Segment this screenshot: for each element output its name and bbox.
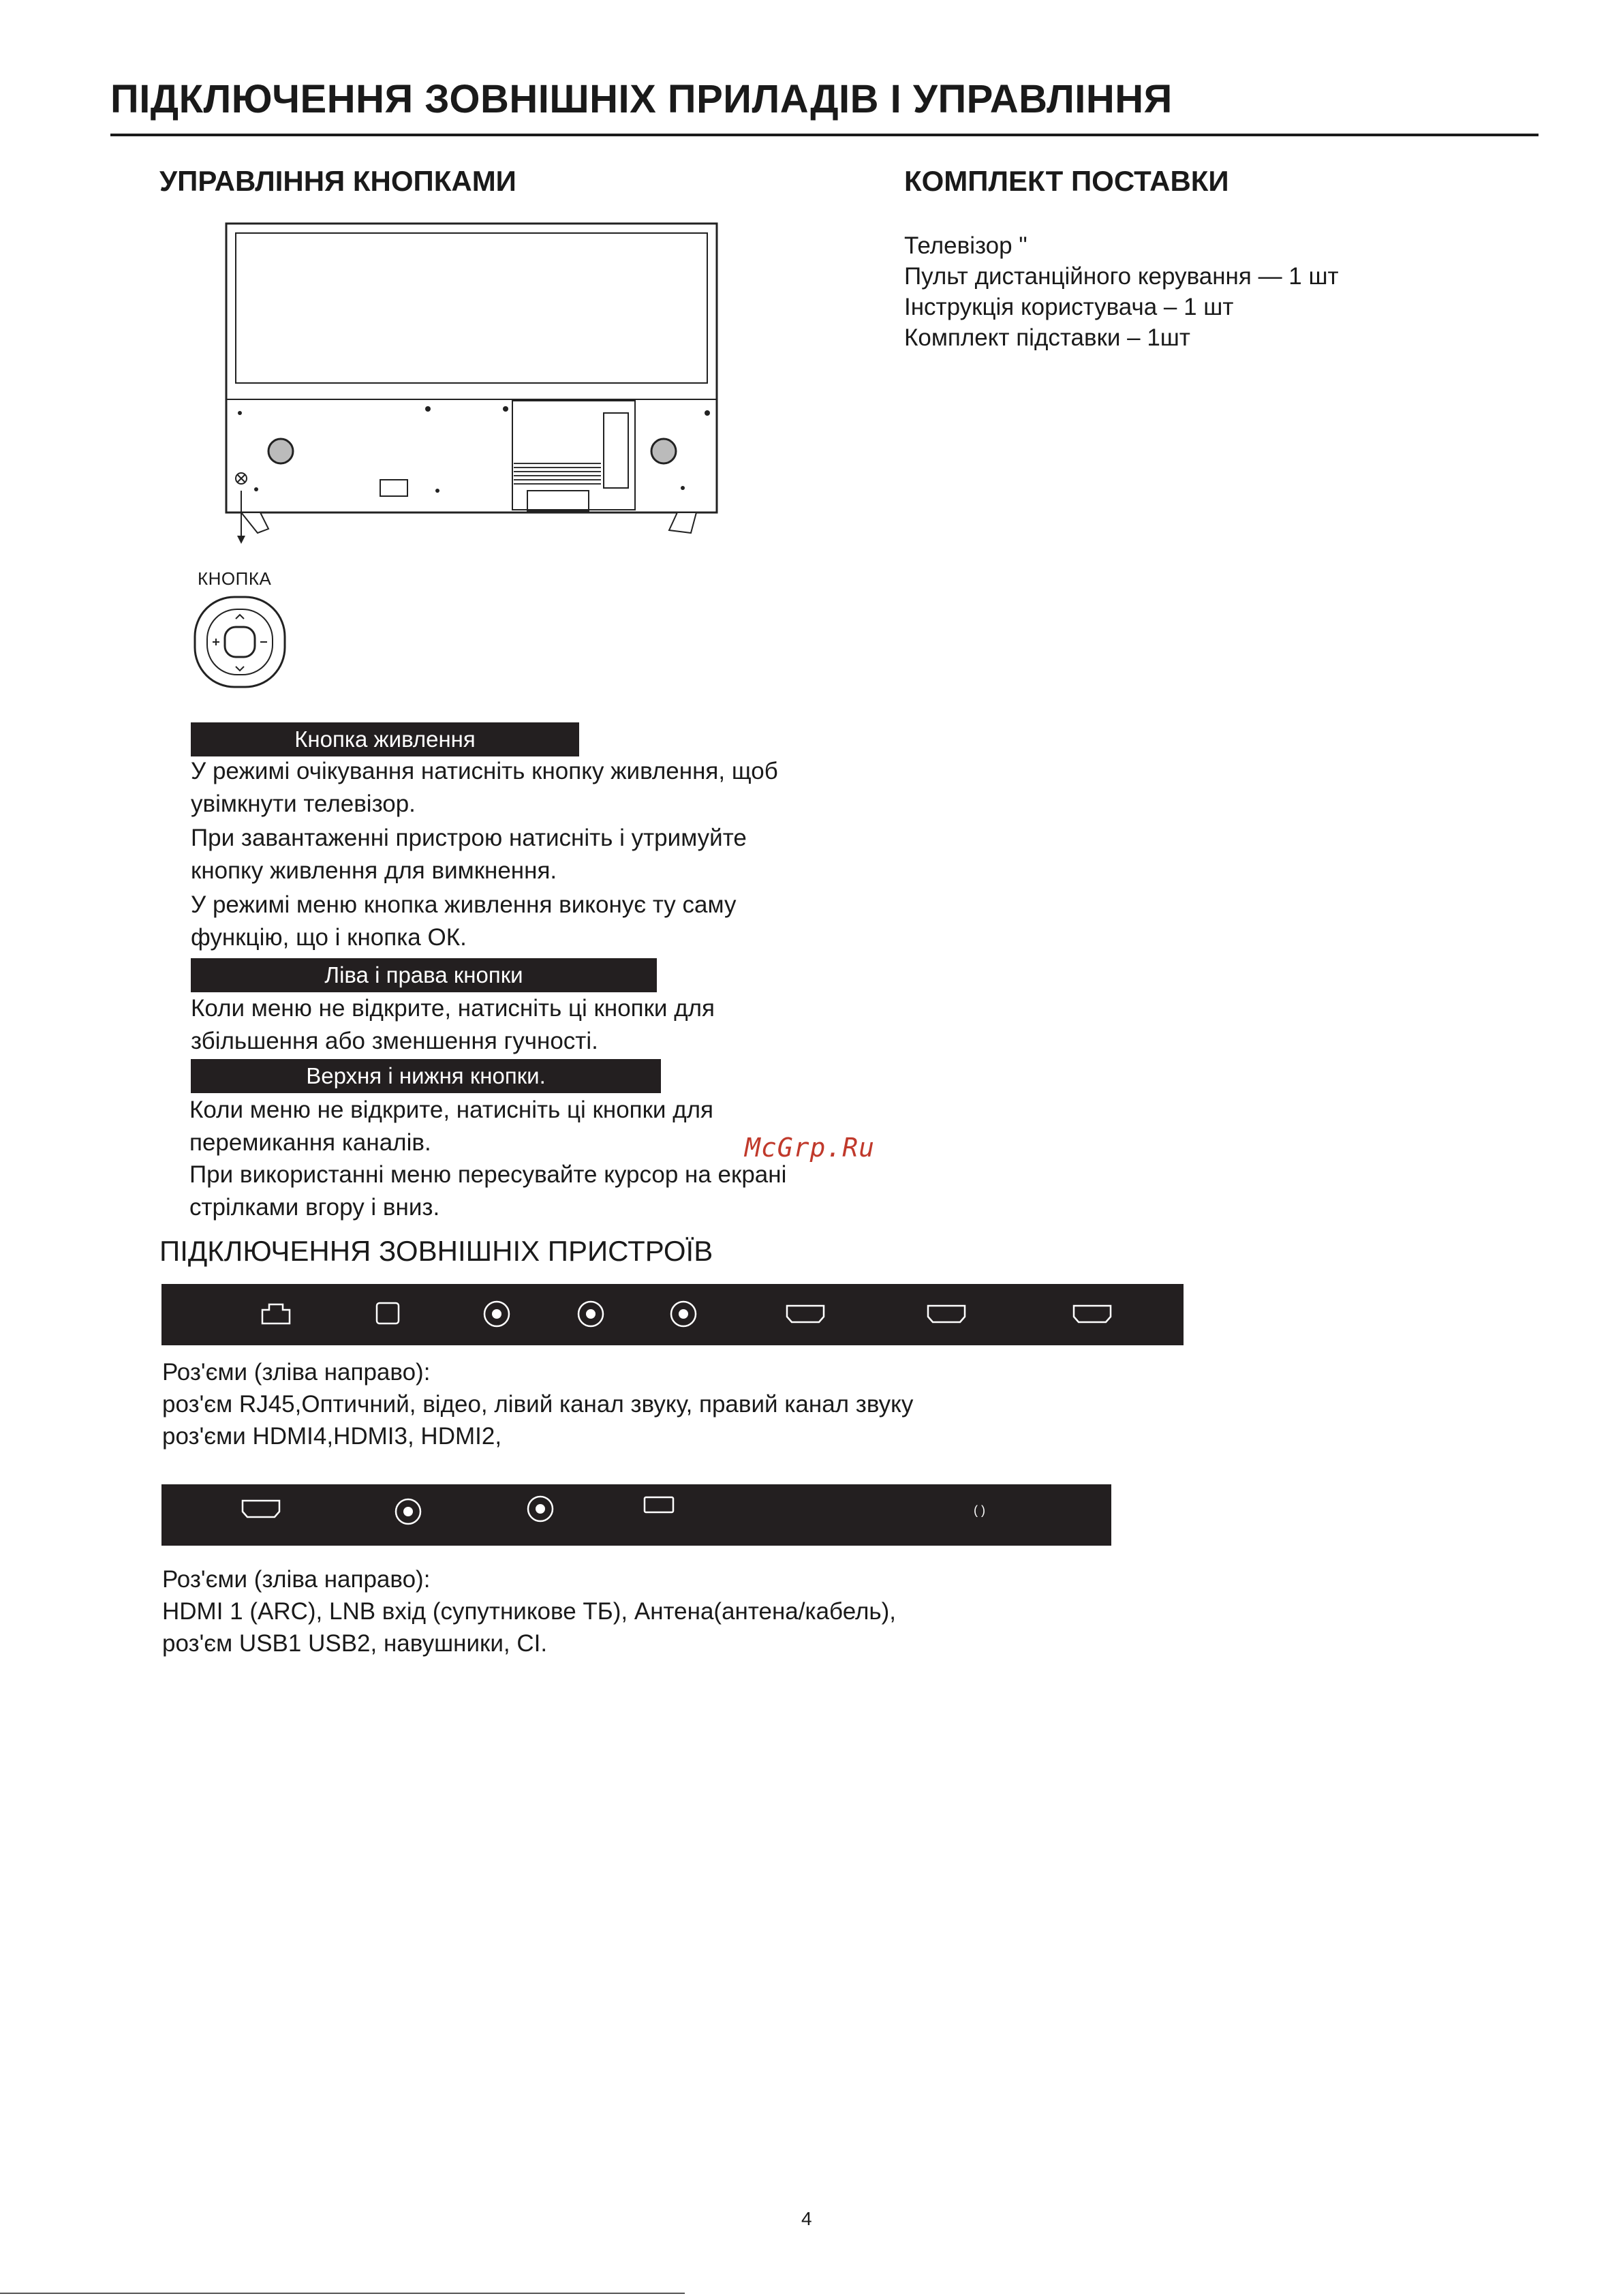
kit-item: Пульт дистанційного керування — 1 шт xyxy=(904,263,1339,290)
up-down-buttons-banner: Верхня і нижня кнопки. xyxy=(191,1059,661,1093)
left-right-paragraph xyxy=(191,992,715,1058)
kit-heading: КОМПЛЕКТ ПОСТАВКИ xyxy=(904,165,1229,197)
usb-port-icon xyxy=(643,1495,675,1516)
connector-description-2 xyxy=(162,1563,896,1659)
text-line: Коли меню не відкрите, натисніть ці кнопки для xyxy=(189,1097,713,1123)
hdmi4-port-icon xyxy=(785,1303,826,1326)
text-line: кнопку живлення для вимкнення. xyxy=(191,857,557,884)
audio-left-port-icon xyxy=(576,1299,606,1329)
tv-rear-illustration xyxy=(179,215,724,556)
title-rule xyxy=(110,134,1539,136)
joystick-button-icon xyxy=(192,594,288,690)
text-line: Роз'єми (зліва направо): xyxy=(162,1359,431,1386)
kit-item: Комплект підставки – 1шт xyxy=(904,324,1190,351)
rj45-port-icon xyxy=(260,1300,292,1328)
power-paragraph-3 xyxy=(191,889,736,954)
antenna-port-icon xyxy=(525,1494,555,1524)
external-devices-heading: ПІДКЛЮЧЕННЯ ЗОВНІШНІХ ПРИСТРОЇВ xyxy=(159,1235,713,1267)
power-paragraph-1 xyxy=(191,755,778,821)
watermark: McGrp.Ru xyxy=(745,1133,876,1163)
left-right-buttons-banner: Ліва і права кнопки xyxy=(191,958,657,992)
connector-panel-2 xyxy=(161,1484,1111,1546)
text-line: увімкнути телевізор. xyxy=(191,791,416,817)
kit-list xyxy=(904,230,1339,353)
headphones-port-mark: ( ) xyxy=(974,1503,985,1517)
text-line: У режимі очікування натисніть кнопку живлення, щоб xyxy=(191,758,778,784)
power-paragraph-2 xyxy=(191,822,747,887)
text-line: При завантаженні пристрою натисніть і утримуйте xyxy=(191,825,747,851)
connector-panel-1 xyxy=(161,1284,1184,1345)
video-port-icon xyxy=(482,1299,512,1329)
text-line: роз'єми HDMI4,HDMI3, HDMI2, xyxy=(162,1423,502,1450)
kit-item: Телевізор " xyxy=(904,232,1027,259)
text-line: Коли меню не відкрите, натисніть ці кнопки для xyxy=(191,995,715,1022)
button-label: КНОПКА xyxy=(198,568,272,589)
text-line: стрілками вгору і вниз. xyxy=(189,1194,440,1221)
page-title: ПІДКЛЮЧЕННЯ ЗОВНІШНІХ ПРИЛАДІВ І УПРАВЛІННЯ xyxy=(110,77,1173,121)
text-line: функцію, що і кнопка ОК. xyxy=(191,924,467,951)
optical-port-icon xyxy=(374,1300,401,1328)
hdmi2-port-icon xyxy=(1072,1303,1113,1326)
hdmi1-arc-port-icon xyxy=(241,1498,281,1521)
controls-heading: УПРАВЛІННЯ КНОПКАМИ xyxy=(159,165,516,197)
text-line: У режимі меню кнопка живлення виконує ту саму xyxy=(191,891,737,918)
text-line: HDMI 1 (ARC), LNB вхід (супутникове ТБ), Антена(антена/кабель), xyxy=(162,1598,897,1625)
page-number: 4 xyxy=(801,2208,812,2229)
text-line: При використанні меню пересувайте курсор на екрані xyxy=(189,1161,787,1188)
kit-item: Інструкція користувача – 1 шт xyxy=(904,294,1234,320)
text-line: роз'єм USB1 USB2, навушники, CI. xyxy=(162,1630,548,1657)
text-line: Роз'єми (зліва направо): xyxy=(162,1566,431,1593)
lnb-port-icon xyxy=(393,1497,423,1527)
audio-right-port-icon xyxy=(668,1299,698,1329)
text-line: роз'єм RJ45,Оптичний, відео, лівий канал звуку, правий канал звуку xyxy=(162,1391,914,1418)
up-down-paragraph-2 xyxy=(189,1159,786,1224)
power-button-banner: Кнопка живлення xyxy=(191,722,579,756)
bottom-rule xyxy=(0,2293,685,2294)
hdmi3-port-icon xyxy=(926,1303,967,1326)
text-line: перемикання каналів. xyxy=(189,1129,431,1156)
text-line: збільшення або зменшення гучності. xyxy=(191,1028,598,1054)
connector-description-1 xyxy=(162,1356,913,1452)
up-down-paragraph-1 xyxy=(189,1094,713,1159)
